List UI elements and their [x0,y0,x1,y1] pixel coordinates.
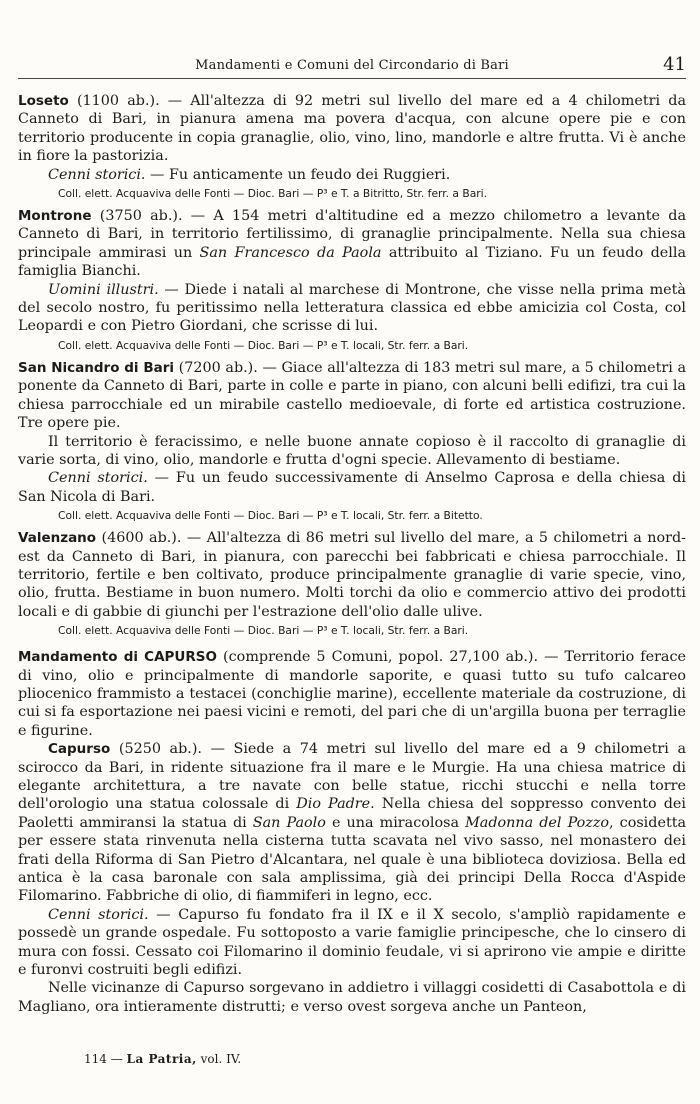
entry-name: Capurso [48,741,111,758]
section-label: Cenni storici. [48,166,146,183]
uomini-illustri-montrone [18,281,686,336]
entry-name: Loseto [18,93,69,109]
section-text: — Fu un feudo successivamente di Anselmo Caprosa e della chiesa di San Nicola di Bari. [18,470,686,505]
cenni-storici-loseto [18,166,686,184]
entry-valenzano [18,529,686,621]
book-title: La Patria, [126,1052,197,1066]
note-loseto: Coll. elett. Acquaviva delle Fonti — Dioc. Bari — P³ e T. a Bitritto, Str. ferr. a Bari. [58,187,488,201]
note-montrone: Coll. elett. Acquaviva delle Fonti — Dioc. Bari — P³ e T. locali, Str. ferr. a Bari. [58,338,469,352]
note-san-nicandro: Coll. elett. Acquaviva delle Fonti — Dioc. Bari — P³ e T. locali, Str. ferr. a Bitetto. [58,509,483,523]
entry-text: attribuito al Tiziano. Fu un feudo della famiglia Bianchi. [18,244,686,280]
entry-text: . Nella chiesa del soppresso convento dei Paoletti ammiransi la statua di [18,796,686,831]
section-text: — Capurso fu fondato fra il IX e il X secolo, s'ampliò rapidamente e possedè un grande ospedale. Fu sottoposto a varie famiglie principesche, che lo cinsero di mura con fossi. Cessato coi Filomarino il dominio feudale, vi si aprirono vie ampie e diritte e furonvi costruiti begli edifizi. [18,906,686,979]
entry-capurso [18,740,686,906]
entry-text: , cosidetta per essere stata rinvenuta nella cisterna tutta scavata nel vivo sasso, nel monastero dei frati della Riforma di San Pietro d'Alcantara, nel quale è una biblioteca doviziosa. Bella ed antica è la casa baronale con sala amplissima, già dei principi Della Rocca d'Aspide Filomarino. Fabbriche di olio, di fiammiferi in legno, ecc. [18,814,687,905]
page-body [18,92,686,1016]
entry-text: (1100 ab.). — All'altezza di 92 metri sul livello del mare ed a 4 chilometri da Canneto di Bari, in pianura amena ma povera d'acqua, con alcune opere pie e con territorio producente in copia granaglie, olio, vino, lino, mandorle e altre frutta. Vi è anche in fiore la pastorizia. [18,93,686,165]
artwork-title: Madonna del Pozzo [465,814,610,831]
note-valenzano: Coll. elett. Acquaviva delle Fonti — Dioc. Bari — P³ e T. locali, Str. ferr. a Bari. [58,624,469,638]
volume-label: vol. IV. [196,1052,242,1066]
artwork-title: Dio Padre [296,796,371,813]
artwork-title: San Paolo [252,814,326,831]
page-header [18,56,686,79]
entry-text: (comprende 5 Comuni, popol. 27,100 ab.). — Territorio ferace di vino, olio e principalmente di mandorle saporite, e quasi tutto su tufo calcareo pliocenico frammisto a testacei (conchiglie marine), eccellente materiale da costruzione, di cui si fa esportazione nei paesi vicini e remoti, del pari che di un'argilla buona per terraglie e figurine. [18,649,686,739]
entry-text: (3750 ab.). — A 154 metri d'altitudine ed a mezzo chilometro a levante da Canneto di Bari, in territorio fertilissimo, di granaglie principalmente. Nella sua chiesa principale ammirasi un [18,208,686,261]
entry-text: (7200 ab.). — Giace all'altezza di 183 metri sul mare, a 5 chilometri a ponente da Canneto di Bari, parte in colle e parte in piano, con alcuni belli edifizi, tra cui la chiesa parrocchiale ed un mirabile castello medioevale, di forte ed artistica costruzione. Tre opere pie. [18,359,687,432]
page-footer [84,1052,241,1066]
section-text: — Fu anticamente un feudo dei Ruggieri. [145,166,451,183]
cenni-storici-san-nicandro [18,469,686,506]
entry-name: Valenzano [18,530,97,547]
entry-name: Montrone [18,208,92,225]
running-title: Mandamenti e Comuni del Circondario di Bari [195,58,509,73]
signature-mark: 114 — [84,1052,127,1066]
entry-san-nicandro [18,359,686,433]
cenni-storici-capurso [18,906,686,980]
entry-text: e una miracolosa [325,814,466,831]
section-label: Cenni storici. [48,470,148,487]
entry-name: Mandamento di CAPURSO [18,649,217,666]
section-label: Uomini illustri. [48,281,159,298]
page-number: 41 [663,54,686,75]
artwork-title: San Francesco da Paola [199,244,382,261]
entry-loseto [18,92,686,166]
section-text: — Diede i natali al marchese di Montrone, che visse nella prima metà del secolo nostro, fu peritissimo nella letteratura classica ed ebbe amicizia col Costa, col Leopardi e con Pietro Giordani, che scrisse di lui. [18,281,686,335]
paragraph: Il territorio è feracissimo, e nelle buone annate copioso è il raccolto di granaglie di varie sorta, di vino, olio, mandorle e frutta d'ogni specie. Allevamento di bestiame. [18,433,686,468]
section-label: Cenni storici. [48,906,149,923]
entry-name: San Nicandro di Bari [18,359,175,376]
paragraph: Nelle vicinanze di Capurso sorgevano in addietro i villaggi cosidetti di Casabottola e di Magliano, ora intieramente distrutti; e verso ovest sorgeva anche un Panteon, [18,980,686,1015]
entry-text: (4600 ab.). — All'altezza di 86 metri sul livello del mare, a 5 chilometri a nord-est da Canneto di Bari, in pianura, con parecchi bei fabbricati e chiesa parrocchiale. Il territorio, fertile e ben coltivato, produce principalmente granaglie di varie specie, vino, olio, frutta. Bestiame in buon numero. Molti torchi da olio e commercio attivo dei prodotti locali e di gabbie di giunchi per l'estrazione dell'olio dalle ulive. [18,530,686,620]
entry-text: (5250 ab.). — Siede a 74 metri sul livello del mare ed a 9 chilometri a scirocco da Bari, in ridente situazione fra il mare e le Murgie. Ha una chiesa matrice di elegante architettura, a tre navate con belle statue, ricchi stucchi e nella torre dell'orologio una statua colossale di [18,741,686,813]
mandamento-capurso [18,648,686,740]
entry-montrone [18,207,686,281]
